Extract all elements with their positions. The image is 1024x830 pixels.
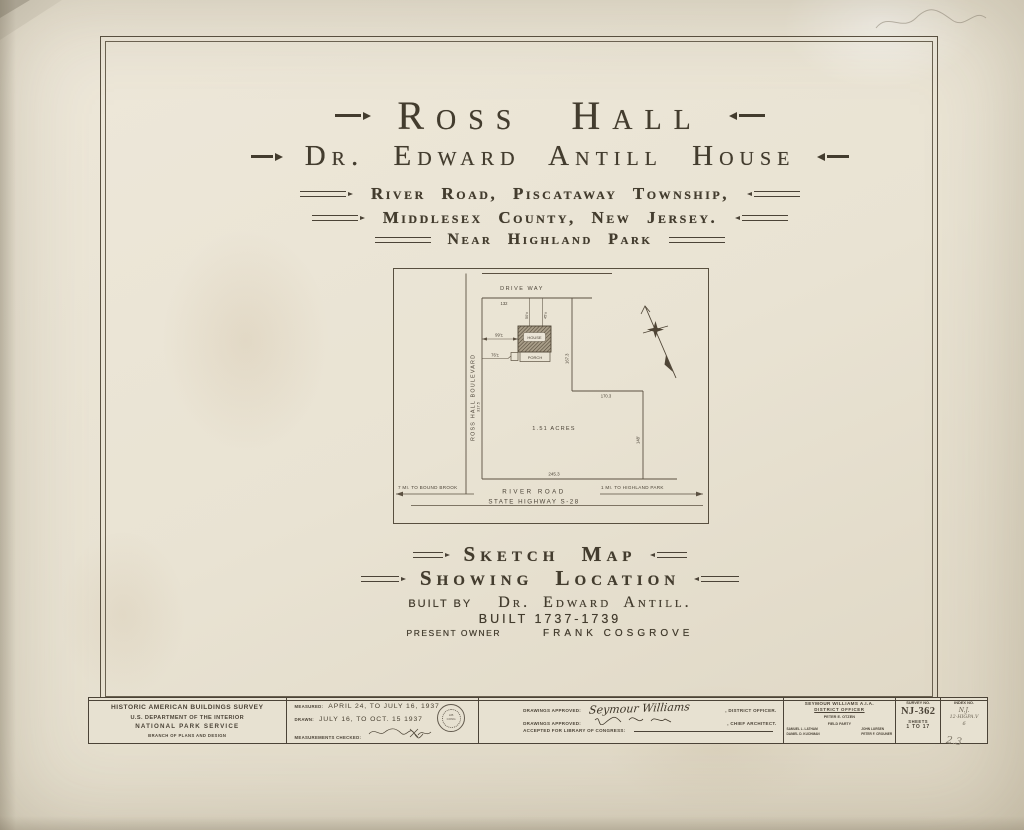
title-row — [170, 92, 930, 139]
index-line-3: 6 — [962, 721, 966, 727]
approval-row-2 — [523, 715, 776, 728]
left-ornament — [251, 153, 283, 161]
sketch-map — [393, 268, 709, 524]
dim-walk-2: 45'± — [543, 311, 548, 319]
built-by-value: Dr. Edward Antill. — [498, 594, 692, 611]
library-of-congress-stamp: LIB CONG — [437, 704, 465, 732]
left-rule — [413, 552, 450, 558]
agency-line-4: BRANCH OF PLANS AND DESIGN — [148, 733, 227, 739]
left-rule — [361, 576, 406, 582]
agency-line-1: HISTORIC AMERICAN BUILDINGS SURVEY — [111, 704, 264, 711]
right-ornament — [729, 112, 765, 120]
right-ornament — [817, 153, 849, 161]
field-party-member: JOHN LURSEN — [861, 727, 885, 731]
drawn-label: DRAWN: — [294, 717, 314, 722]
district-officer-role: DISTRICT OFFICER — [814, 707, 865, 712]
built-by-label: BUILT BY — [408, 598, 473, 610]
address-row-3 — [170, 231, 930, 249]
measurements-checked-signature — [366, 725, 438, 739]
personnel-block — [783, 698, 896, 743]
built-dates: BUILT 1737-1739 — [478, 612, 622, 626]
architect-name: PETER E. OTZEN — [823, 715, 855, 719]
field-party-member: PETER F. CROUNER — [861, 731, 893, 736]
measured-label: MEASURED: — [294, 704, 324, 709]
caption-sketch-map: Sketch Map — [463, 542, 637, 566]
right-rule — [694, 576, 739, 582]
district-officer-name: SEYMOUR WILLIAMS A.I.A. — [804, 701, 874, 706]
chief-architect-title: , CHIEF ARCHITECT. — [727, 721, 777, 726]
dim-house-boulevard: 99'± — [495, 332, 503, 338]
field-party-names — [784, 726, 896, 737]
dim-east-upper: 167.3 — [564, 353, 570, 364]
page-subtitle: Dr. Edward Antill House — [304, 140, 796, 172]
pencil-page-number: 2.3 — [945, 734, 963, 749]
owner-label: PRESENT OWNER — [406, 628, 501, 638]
field-party-member: DANIEL D. KUCHMAN — [786, 731, 820, 736]
sketch-map-drawing — [394, 269, 708, 523]
subtitle-row — [170, 140, 930, 173]
sheets-label: SHEETS — [908, 719, 929, 724]
field-party-label: FIELD PARTY — [827, 722, 852, 726]
accepted-label: ACCEPTED FOR LIBRARY OF CONGRESS: — [523, 728, 626, 733]
right-rule — [650, 552, 687, 558]
dim-step: 170.3 — [600, 393, 612, 399]
owner-row — [170, 628, 930, 639]
dim-porch-boulevard: 76'± — [491, 352, 499, 358]
page-title: Ross Hall — [397, 93, 703, 138]
measured-value: APRIL 24, TO JULY 16, 1937 — [328, 703, 440, 710]
dim-east-lower: 148' — [635, 436, 641, 444]
boulevard-label: ROSS HALL BOULEVARD — [470, 353, 477, 441]
address-line-1: River Road, Piscataway Township, — [370, 184, 730, 203]
owner-value: FRANK COSGROVE — [542, 628, 694, 639]
built-dates-row — [170, 612, 930, 626]
index-line-2: 12-HIGPA.V — [949, 715, 979, 720]
measurements-checked-label: MEASUREMENTS CHECKED: — [294, 735, 362, 740]
right-rule — [735, 215, 788, 221]
agency-line-3: NATIONAL PARK SERVICE — [135, 723, 240, 731]
district-officer-signature: Seymour Williams — [588, 700, 691, 717]
sheets-value: 1 TO 17 — [906, 724, 930, 730]
distance-right-label: 1 MI. TO HIGHLAND PARK — [601, 485, 664, 490]
dim-west-boundary: 317.5 — [475, 401, 481, 412]
left-rule — [312, 215, 365, 221]
driveway-label: DRIVE WAY — [500, 286, 544, 292]
field-party-member: SAMUEL L. LATHAM — [786, 727, 818, 731]
highway-label: STATE HIGHWAY S-28 — [488, 498, 580, 506]
drawings-approved-label-1: DRAWINGS APPROVED: — [523, 708, 582, 713]
left-ornament — [335, 112, 371, 120]
survey-number: NJ-362 — [900, 706, 936, 717]
house-label: HOUSE — [527, 335, 542, 340]
north-arrow — [641, 306, 676, 378]
survey-number-box — [895, 698, 940, 743]
address-row-1 — [170, 184, 930, 204]
title-block — [88, 697, 988, 744]
address-line-2: Middlesex County, New Jersey. — [382, 208, 718, 227]
paper-edge-shadow — [0, 816, 1024, 830]
approval-row-3 — [523, 728, 776, 741]
agency-block — [89, 698, 286, 743]
dim-driveway: 132 — [500, 301, 508, 306]
drawn-value: JULY 16, TO OCT. 15 1937 — [319, 716, 423, 723]
drawings-approved-label-2: DRAWINGS APPROVED: — [523, 721, 582, 726]
left-rule — [300, 191, 353, 197]
built-by-row — [170, 594, 930, 612]
agency-line-2: U.S. DEPARTMENT OF THE INTERIOR — [130, 714, 245, 721]
address-line-3: Near Highland Park — [447, 231, 653, 248]
index-line-1: N.J. — [958, 707, 970, 714]
right-rule — [669, 237, 725, 243]
area-label: 1.51 ACRES — [532, 426, 576, 432]
right-rule — [747, 191, 800, 197]
survey-no-label: SURVEY NO. — [906, 700, 931, 705]
district-officer-title: , DISTRICT OFFICER. — [725, 708, 777, 713]
approvals-block — [446, 698, 782, 743]
dim-south-boundary: 245.3 — [548, 471, 560, 477]
distance-left-label: 7 MI. TO BOUND BROOK — [398, 485, 458, 490]
address-row-2 — [170, 208, 930, 228]
signature-line — [634, 731, 773, 732]
porch-label: PORCH — [527, 354, 543, 360]
caption-row-2 — [170, 566, 930, 591]
index-no-label: INDEX NO. — [954, 700, 975, 705]
approval-row-1 — [523, 702, 776, 715]
dim-walk-1: 50'± — [525, 311, 529, 319]
paper-edge-shadow — [0, 0, 16, 830]
river-road-label: RIVER ROAD — [502, 488, 566, 496]
caption-showing-location: Showing Location — [419, 566, 681, 590]
left-rule — [375, 237, 431, 243]
caption-row-1 — [170, 542, 930, 567]
